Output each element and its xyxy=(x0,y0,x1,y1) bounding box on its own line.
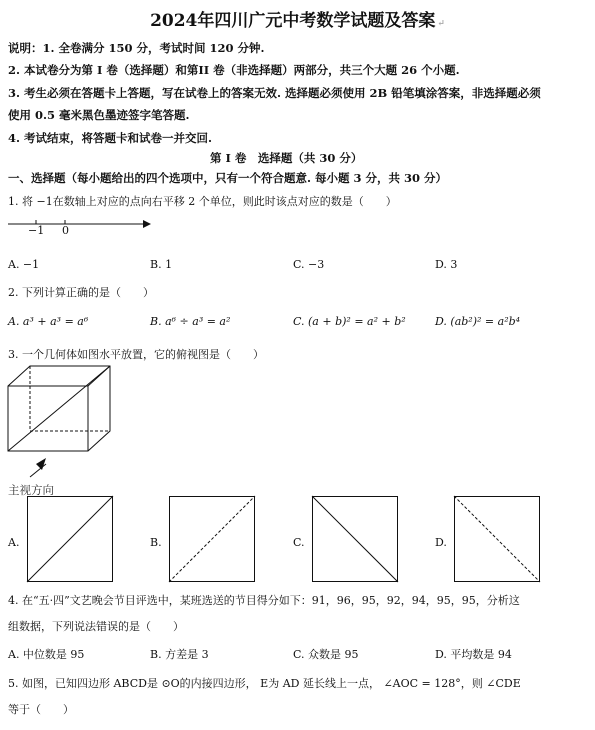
q1-option-c: C. −3 xyxy=(293,258,325,271)
q2-option-b: B. a⁶ ÷ a³ = a² xyxy=(150,315,231,328)
q3-option-b: B. xyxy=(150,536,162,549)
q1-option-a: A. −1 xyxy=(8,258,40,271)
q3-figure-a xyxy=(27,496,113,582)
q3-option-c: C. xyxy=(293,536,305,549)
note-1: 说明：1. 全卷满分 150 分，考试时间 120 分钟. xyxy=(8,41,265,55)
page-title: 2024年四川广元中考数学试题及答案 ↵ xyxy=(150,11,445,31)
q4-option-c: C. 众数是 95 xyxy=(293,648,359,661)
section-title: 第 I 卷 选择题（共 30 分） xyxy=(210,151,363,165)
q3-option-a: A. xyxy=(8,536,20,549)
q3-figure-c xyxy=(312,496,398,582)
q2-option-c: C. (a + b)² = a² + b² xyxy=(293,315,406,328)
q4-option-a: A. 中位数是 95 xyxy=(8,648,85,661)
q3-figure-b xyxy=(169,496,255,582)
note-3: 3. 考生必须在答题卡上答题，写在试卷上的答案无效. 选择题必须使用 2B 铅笔填涂答案，非选择题必须 xyxy=(8,86,541,100)
question-2-text: 2. 下列计算正确的是（ ） xyxy=(8,286,154,299)
q4-option-d: D. 平均数是 94 xyxy=(435,648,512,661)
axis-label-neg1: −1 xyxy=(28,224,45,237)
section-instructions: 一、选择题（每小题给出的四个选项中，只有一个符合题意. 每小题 3 分，共 30 分） xyxy=(8,171,448,185)
question-5-text-line1: 5. 如图，已知四边形 ABCD是 ⊙O的内接四边形， E为 AD 延长线上一点， ∠AOC = 128°，则 ∠CDE xyxy=(8,677,521,690)
q2-option-d: D. (ab²)² = a²b⁴ xyxy=(435,315,521,328)
question-4-text-line1: 4. 在“五·四”文艺晚会节目评选中，某班选送的节目得分如下：91，96，95，92，94，95，95，分析这 xyxy=(8,594,520,607)
note-4: 使用 0.5 毫米黑色墨迹签字笔答题. xyxy=(8,108,190,122)
view-direction-label: 主视方向 xyxy=(8,483,54,497)
question-5-text-line2: 等于（ ） xyxy=(8,703,74,716)
q2-option-a: A. a³ + a³ = a⁶ xyxy=(8,315,89,328)
question-4-text-line2: 组数据，下列说法错误的是（ ） xyxy=(8,620,184,633)
solid-figure xyxy=(8,366,133,486)
q1-option-d: D. 3 xyxy=(435,258,458,271)
axis-label-0: 0 xyxy=(62,224,69,237)
question-3-text: 3. 一个几何体如图水平放置，它的俯视图是（ ） xyxy=(8,348,264,361)
q3-figure-d xyxy=(454,496,540,582)
question-1-text: 1. 将 −1在数轴上对应的点向右平移 2 个单位，则此时该点对应的数是（ ） xyxy=(8,195,397,208)
q1-option-b: B. 1 xyxy=(150,258,173,271)
note-2: 2. 本试卷分为第 I 卷（选择题）和第II 卷（非选择题）两部分，共三个大题 26 个小题. xyxy=(8,63,460,77)
note-5: 4. 考试结束，将答题卡和试卷一并交回. xyxy=(8,131,213,145)
q3-option-d: D. xyxy=(435,536,447,549)
q4-option-b: B. 方差是 3 xyxy=(150,648,209,661)
